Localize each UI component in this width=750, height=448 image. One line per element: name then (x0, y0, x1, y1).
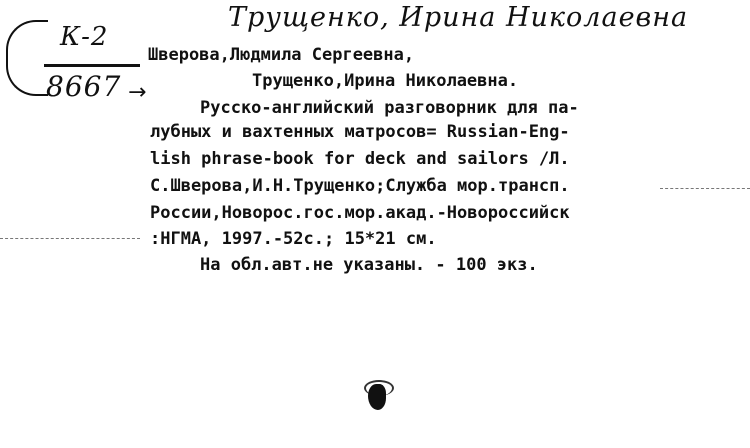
typed-line-7: России,Новорос.гос.мор.акад.-Новороссийск (150, 203, 570, 223)
typed-line-2: Трущенко,Ирина Николаевна. (252, 71, 519, 91)
scan-artifact-line (660, 188, 750, 189)
typed-line-8: :НГМА, 1997.-52с.; 15*21 см. (150, 229, 437, 249)
typed-line-6: С.Шверова,И.Н.Трущенко;Служба мор.трансп. (150, 176, 570, 196)
handwritten-inventory-number: 8667 (46, 70, 122, 103)
handwritten-author-name: Трущенко, Ирина Николаевна (228, 2, 689, 33)
handwritten-shelf-code: К-2 (60, 22, 109, 52)
scan-artifact-line (0, 238, 140, 239)
handwritten-divider (44, 64, 140, 67)
typed-line-4: лубных и вахтенных матросов= Russian-Eng- (150, 122, 570, 142)
typed-line-1: Шверова,Людмила Сергеевна, (148, 45, 415, 65)
punch-hole (368, 384, 386, 410)
typed-line-5: lish phrase-book for deck and sailors /Л. (150, 149, 570, 169)
handwritten-arrow-icon: → (128, 80, 147, 105)
typed-line-3: Русско-английский разговорник для па- (200, 98, 579, 118)
handwritten-bracket (6, 20, 48, 96)
typed-line-9: На обл.авт.не указаны. - 100 экз. (200, 255, 538, 275)
